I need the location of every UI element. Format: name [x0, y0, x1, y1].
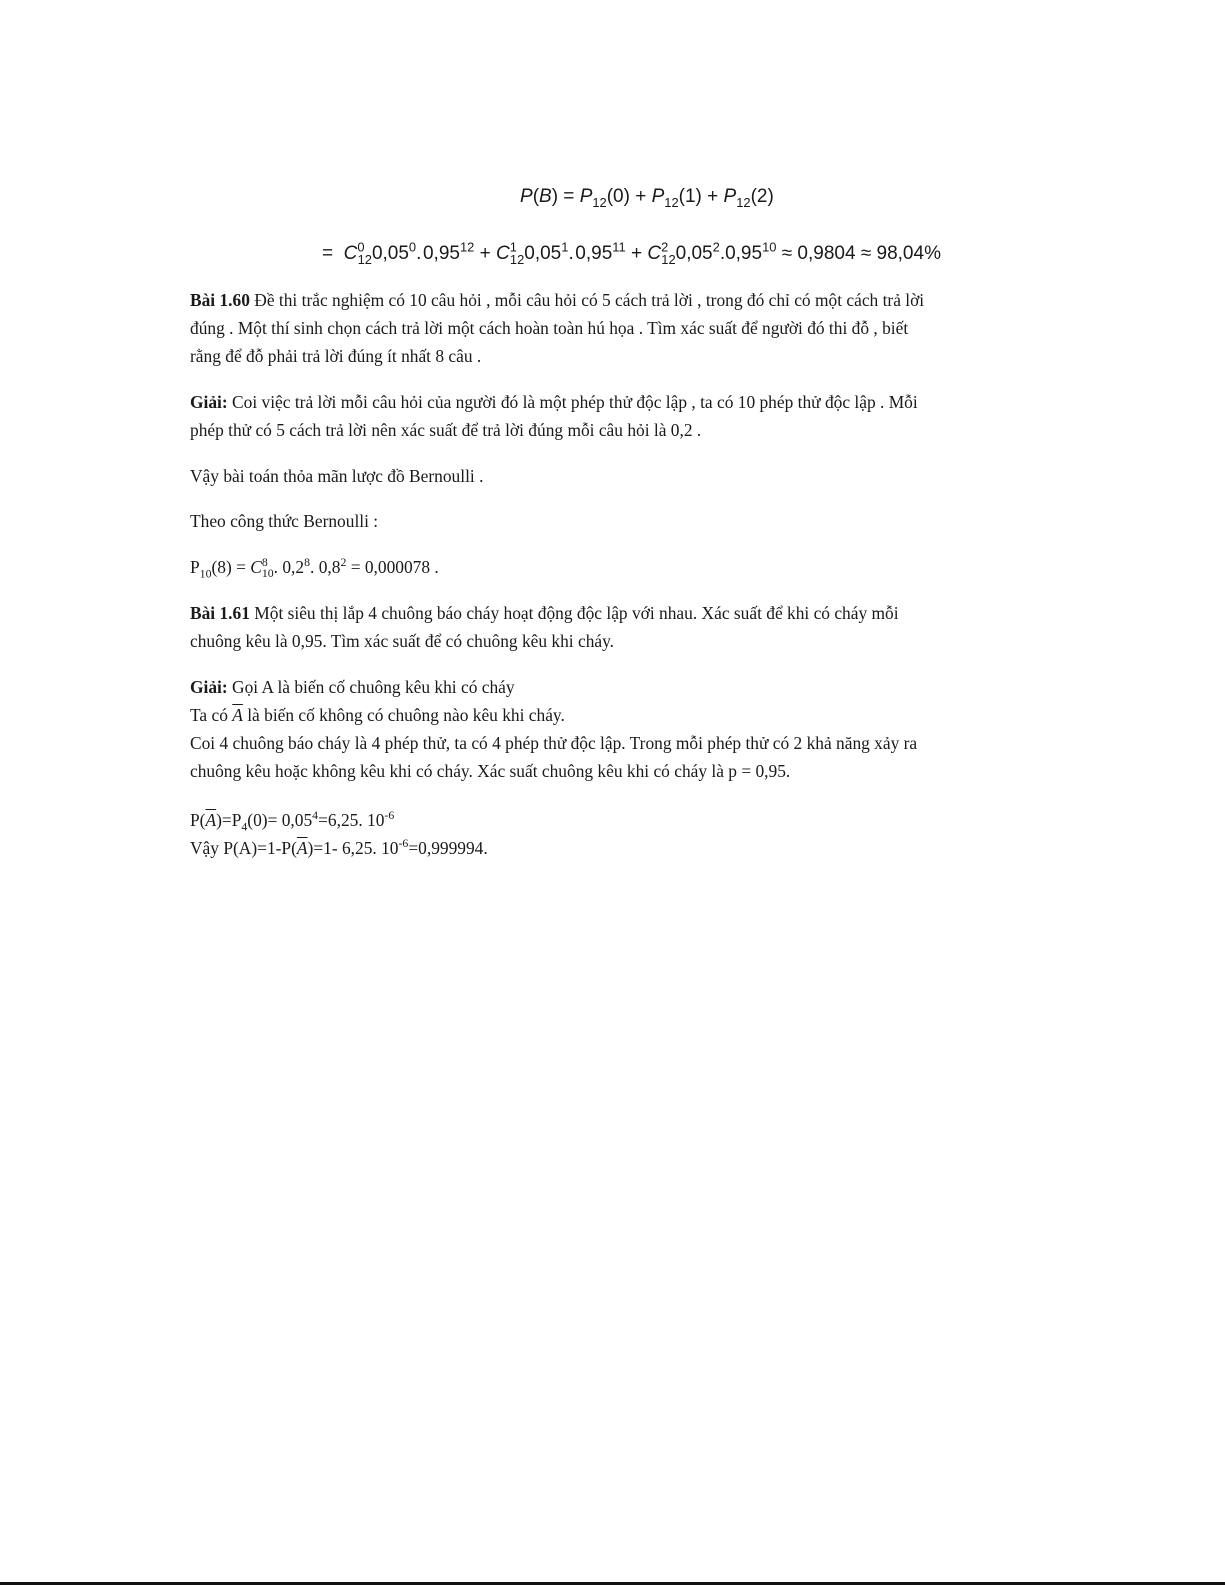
problem-text-line: rằng để đỗ phải trả lời đúng ít nhất 8 câu . [190, 346, 482, 366]
problem-1-61 [190, 599, 1090, 655]
problem-text-line: Đề thi trắc nghiệm có 10 câu hỏi , mỗi câu hỏi có 5 cách trả lời , trong đó chỉ có một cách trả lời [254, 290, 925, 310]
solution-label: Giải: [190, 677, 228, 697]
solution-text-line: Coi 4 chuông báo cháy là 4 phép thử, ta có 4 phép thử độc lập. Trong mỗi phép thử có 2 khả năng xảy ra [190, 733, 918, 753]
calc-line: $P(\overline{A})=P_4(0)= 0,05^4=6,25$. $10^{-6}$ [190, 808, 395, 834]
solution-text-line: Coi việc trả lời mỗi câu hỏi của người đó là một phép thử độc lập , ta có 10 phép thử độc lập . Mỗi [232, 392, 918, 412]
problem-label: Bài 1.61 [190, 603, 250, 623]
equation-pb: $P(B) = P_{12}(0) + P_{12}(1) + P_{12}(2)$ [520, 186, 774, 210]
bernoulli-result: $P_{10}(8) = C^8_{10}$. $0,2^8$. $0,8^2 = 0,000078$ . [190, 555, 439, 581]
bernoulli-formula-line: Theo công thức Bernoulli : [190, 511, 379, 531]
solution-label: Giải: [190, 392, 228, 412]
problem-text-line: chuông kêu là 0,95. Tìm xác suất để có chuông kêu khi cháy. [190, 631, 615, 651]
problem-text-line: đúng . Một thí sinh chọn cách trả lời một cách hoàn toàn hú họa . Tìm xác suất để người đó thi đỗ , biết [190, 318, 909, 338]
problem-text-line: Một siêu thị lắp 4 chuông báo cháy hoạt động độc lập với nhau. Xác suất để khi có cháy mỗi [254, 603, 899, 623]
solution-calculation [190, 806, 1090, 862]
solution-text-line: Gọi A là biến cố chuông kêu khi có cháy [232, 677, 515, 697]
solution-text-line: phép thử có 5 cách trả lời nên xác suất để trả lời đúng mỗi câu hỏi là 0,2 . [190, 420, 702, 440]
equation-expansion: = $C^0_{12}0,05^0$. $0,95^{12} + C^1_{12}0,05^1$. $0,95^{11} + C^2_{12}0,05^2.0,95^{10} \approx 0,9804 \approx 98,04\%$ [322, 239, 941, 267]
solution-1-61 [190, 673, 1090, 785]
solution-1-60 [190, 388, 1090, 444]
solution-text-line: chuông kêu hoặc không kêu khi có cháy. Xác suất chuông kêu khi có cháy là p = 0,95. [190, 761, 791, 781]
solution-text-line: Ta có $\overline{A}$ là biến cố không có chuông nào kêu khi cháy. [190, 705, 565, 725]
problem-1-60 [190, 286, 1090, 370]
problem-label: Bài 1.60 [190, 290, 250, 310]
calc-line: Vậy $P(A)=1-P(\overline{A})=1-$ 6,25. $10^{-6}=0,999994$. [190, 836, 488, 858]
bernoulli-scheme-line: Vậy bài toán thỏa mãn lược đồ Bernoulli . [190, 466, 484, 486]
